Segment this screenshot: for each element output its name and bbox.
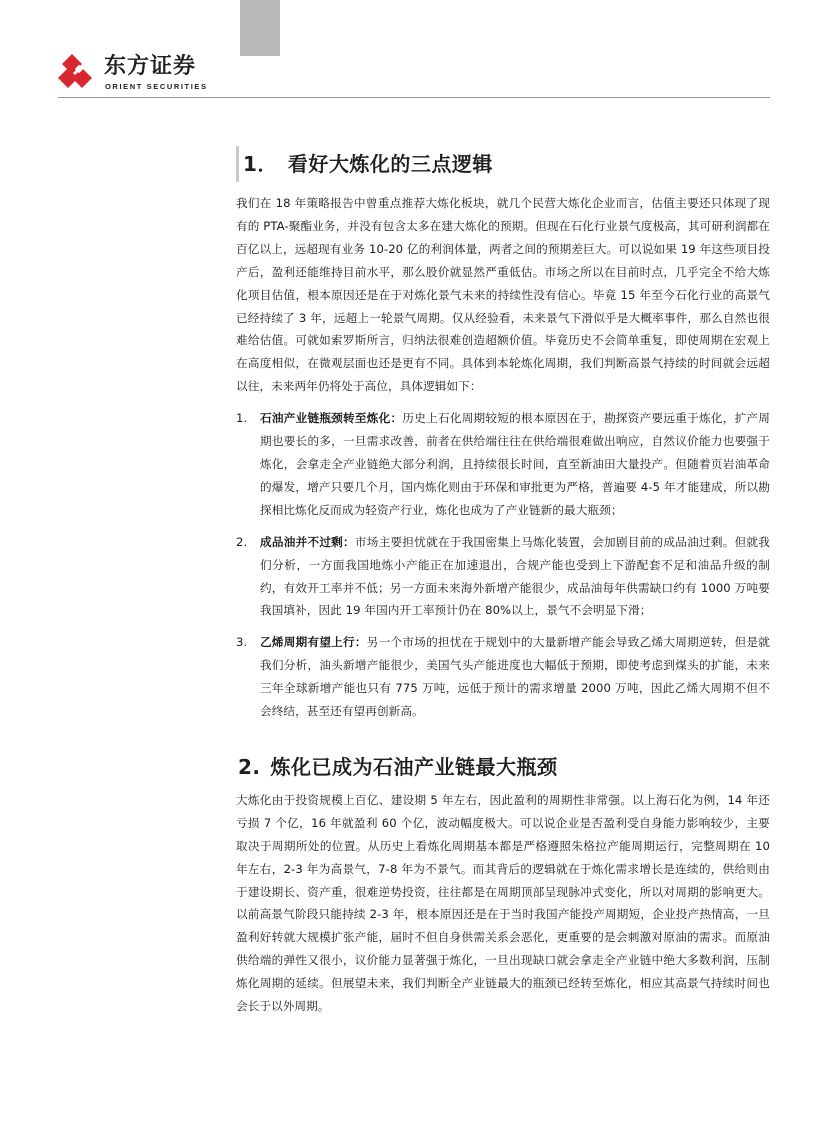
logo-chinese-name: 东方证券 xyxy=(104,54,197,79)
section-1-intro: 我们在 18 年策略报告中曾重点推荐大炼化板块，就几个民营大炼化企业而言，估值主要还只体现了现有的 PTA-聚酯业务，并没有包含太多在建大炼化的预期。但现在石化行业景气度极高，其可研利润都在百亿以上，远超现有业务 10-20 亿的利润体量，两者之间的预期差巨大。可以说如果 19 年这些项目投产后，盈利还能维持目前水平，那么股价就显然严重低估。市场之所以在目前时点，几乎完全不给大炼化项目估值，根本原因还是在于对炼化景气未来的持续性没有信心。毕竟 15 年至今石化行业的高景气已经持续了 3 年，远超上一轮景气周期。仅从经验看，未来景气下滑似乎是大概率事件，那么自然也很难给估值。可就如索罗斯所言，归纳法很难创造超额价值。毕竟历史不会简单重复，即使周期在宏观上在高度相似，在微观层面也还是更有不同。具体到本轮炼化周期，我们判断高景气持续的时间就会远超以往，未来两年仍将处于高位，具体逻辑如下： xyxy=(236,196,770,394)
point-heading: 成品油并不过剩： xyxy=(260,534,355,549)
point-number: 2. xyxy=(236,534,248,549)
point-text: 历史上石化周期较短的根本原因在于，勘探资产要远重于炼化，扩产周期也要长的多，一旦需求改善，前者在供给端往往在供给端很难做出响应，自然议价能力也要强于炼化，会拿走全产业链绝大部分利润，且持续很长时间，直至新油田大量投产。但随着页岩油革命的爆发，增产只要几个月，国内炼化则由于环保和审批更为严格，普遍要 4-5 年才能建成，所以勘探相比炼化反而成为轻资产行业，炼化也成为了产业链新的最大瓶颈； xyxy=(260,411,770,517)
header-divider xyxy=(58,97,770,98)
header-corner-bar xyxy=(240,0,280,56)
report-body xyxy=(236,146,770,1018)
section-1-heading xyxy=(236,146,770,182)
section-2-title: 炼化已成为石油产业链最大瓶颈 xyxy=(270,754,558,779)
section-1-number: 1． xyxy=(243,152,278,176)
point-number: 3. xyxy=(236,635,248,650)
logic-points-list xyxy=(236,407,770,723)
point-heading: 乙烯周期有望上行： xyxy=(260,635,367,650)
point-heading: 石油产业链瓶颈转至炼化： xyxy=(260,411,403,426)
logic-point xyxy=(236,531,770,623)
company-logo xyxy=(58,52,233,96)
section-2-heading xyxy=(236,749,770,785)
point-text: 另一个市场的担忧在于规划中的大量新增产能会导致乙烯大周期逆转，但是就我们分析，油头新增产能很少，美国气头产能进度也大幅低于预期，即使考虑到煤头的扩能，未来三年全球新增产能也只有 775 万吨，远低于预计的需求增量 2000 万吨，因此乙烯大周期不但不会终结，甚至还有望再创新高。 xyxy=(260,635,770,719)
section-2-body: 大炼化由于投资规模上百亿、建设期 5 年左右，因此盈利的周期性非常强。以上海石化为例，14 年还亏损 7 个亿，16 年就盈利 60 个亿，波动幅度极大。可以说企业是否盈利受自身能力影响较少，主要取决于周期所处的位置。从历史上看炼化周期基本都是严格遵照朱格拉产能周期运行，完整周期在 10 年左右，2-3 年为高景气，7-8 年为不景气。而其背后的逻辑就在于炼化需求增长是连续的，供给则由于建设期长、资产重，很难逆势投资，往往都是在周期顶部呈现脉冲式变化，所以对周期的影响更大。以前高景气阶段只能持续 2-3 年，根本原因还是在于当时我国产能投产周期短，企业投产热情高，一旦盈利好转就大规模扩张产能，届时不但自身供需关系会恶化，更重要的是会刺激对原油的需求。而原油供给端的弹性又很小，议价能力显著强于炼化，一旦出现缺口就会拿走全产业链中绝大多数利润，压制炼化周期的延续。但展望未来，我们判断全产业链最大的瓶颈已经转至炼化，相应其高景气持续时间也会长于以外周期。 xyxy=(236,792,770,1014)
orient-logo-icon xyxy=(58,52,104,92)
logic-point xyxy=(236,407,770,522)
section-1-title: 看好大炼化的三点逻辑 xyxy=(287,152,493,176)
point-text: 市场主要担忧就在于我国密集上马炼化装置，会加剧目前的成品油过剩。但就我们分析，一方面我国地炼小产能正在加速退出，合规产能也受到上下游配套不足和油品升级的制约，有效开工率并不低；另一方面未来海外新增产能很少，成品油每年供需缺口约有 1000 万吨要我国填补，因此 19 年国内开工率预计仍在 80%以上，景气不会明显下滑； xyxy=(260,534,770,618)
section-2-number: 2. xyxy=(238,754,261,779)
logo-english-name: ORIENT SECURITIES xyxy=(105,82,208,91)
point-number: 1. xyxy=(236,411,248,426)
logic-point xyxy=(236,631,770,723)
